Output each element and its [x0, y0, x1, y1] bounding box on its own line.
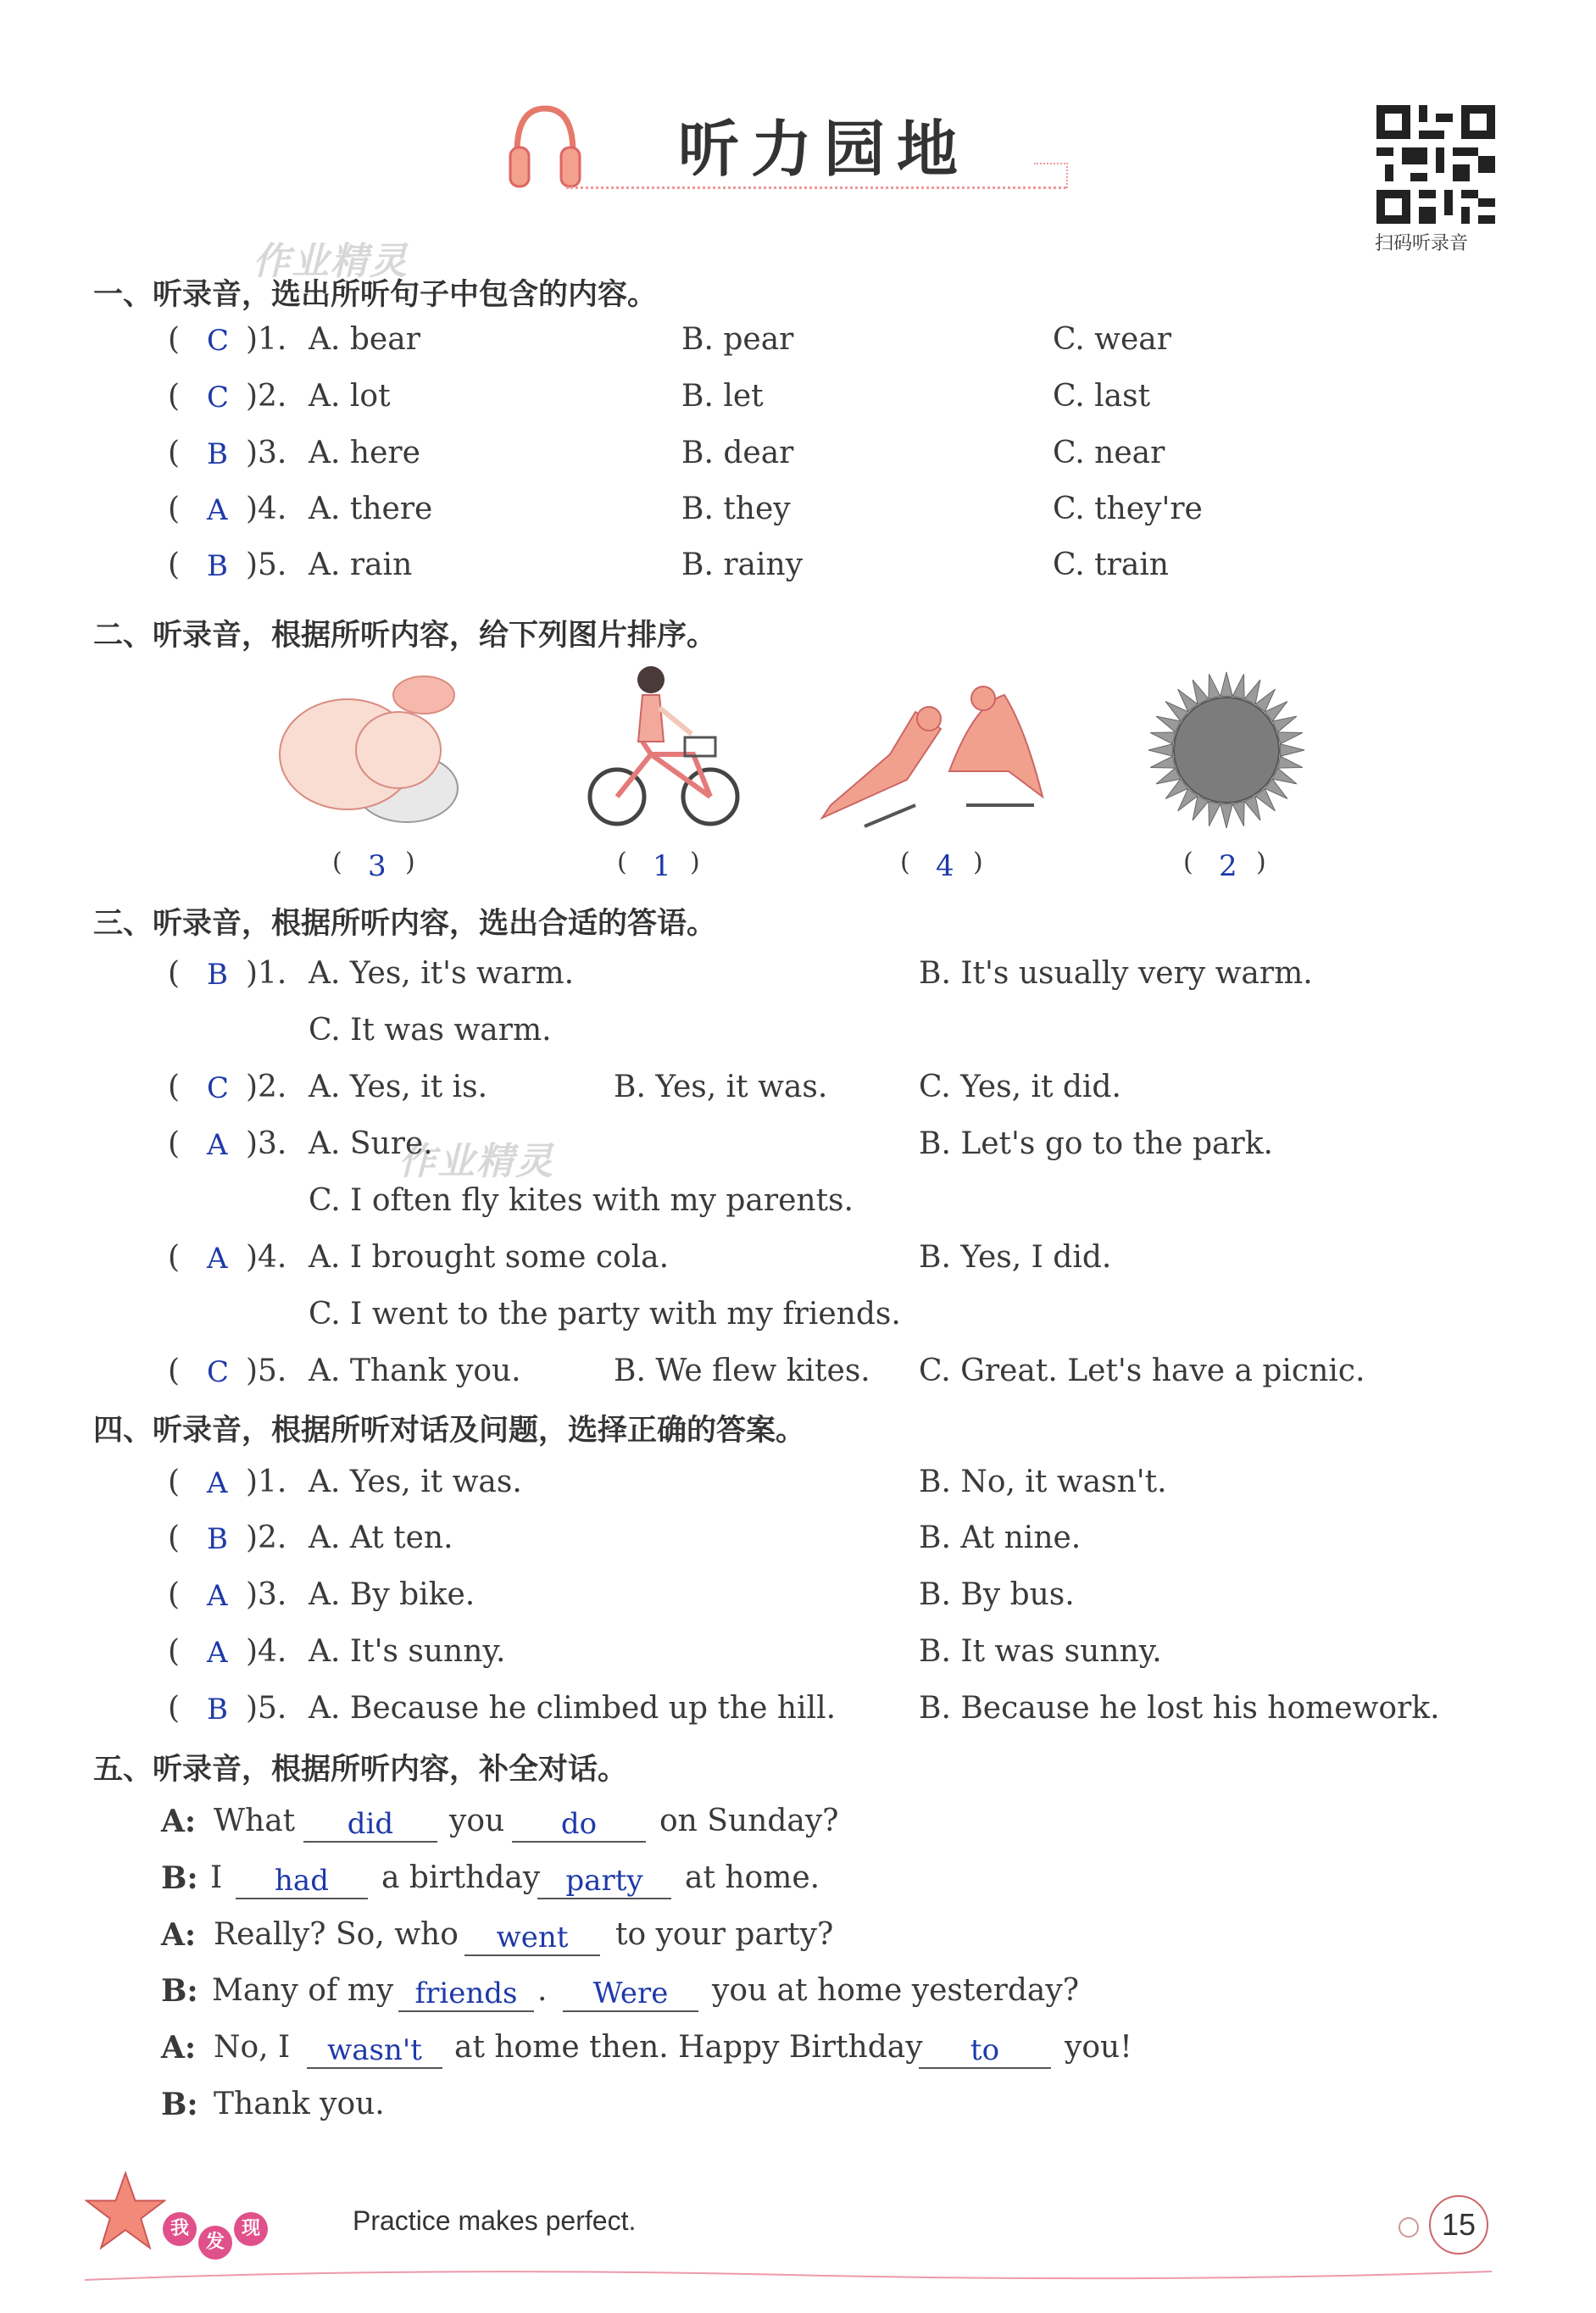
- section-title: 三、听录音，根据所听内容，选出合适的答语。: [93, 907, 717, 941]
- option-b: B. Because he lost his homework.: [919, 1691, 1440, 1726]
- dialogue-text: Many of my: [212, 1973, 394, 2008]
- answer-paren-close: ): [246, 1354, 259, 1388]
- watermark: 作业精灵: [398, 1140, 554, 1183]
- answer-value: C: [207, 381, 230, 414]
- dialogue-text: No, I: [214, 2030, 291, 2065]
- option-c: C. they're: [1053, 492, 1203, 526]
- answer-paren-close: ): [246, 1070, 259, 1104]
- fill-in-blank[interactable]: had: [236, 1864, 368, 1899]
- answer-paren-close: ): [246, 1521, 259, 1555]
- fill-in-blank[interactable]: friends: [398, 1977, 534, 2012]
- sun-ray: [1193, 796, 1209, 820]
- answer-value: C: [207, 324, 230, 358]
- sun-ray: [1244, 796, 1260, 820]
- order-paren-open: (: [1183, 848, 1193, 877]
- picture-order: 3: [368, 849, 386, 883]
- option-c: C. It was warm.: [309, 1013, 552, 1048]
- question-number: 1.: [258, 1465, 287, 1499]
- option-a: A. I brought some cola.: [309, 1240, 670, 1275]
- question-number: 4.: [258, 492, 287, 526]
- page-number: 15: [1429, 2195, 1488, 2255]
- answer-value: B: [207, 549, 228, 583]
- girl-riding-bike-icon: [583, 661, 744, 831]
- dialogue-text: on Sunday?: [659, 1804, 839, 1838]
- sun-ray: [1150, 756, 1175, 768]
- sun-ray: [1156, 768, 1181, 784]
- answer-value: A: [207, 1579, 228, 1613]
- order-paren-open: (: [900, 848, 910, 877]
- dialogue-text: .: [537, 1973, 548, 2008]
- option-c: C. I often fly kites with my parents.: [309, 1183, 854, 1218]
- option-b: B. Let's go to the park.: [919, 1126, 1273, 1161]
- footer-dot: [1399, 2217, 1419, 2238]
- answer-paren-close: ): [246, 1634, 259, 1669]
- option-a: A. Yes, it was.: [309, 1465, 522, 1499]
- option-a: A. It's sunny.: [309, 1634, 506, 1669]
- dialogue-text: at home then. Happy Birthday: [454, 2030, 923, 2065]
- badge-char: 现: [234, 2212, 268, 2246]
- answer-paren-open: (: [168, 436, 181, 470]
- fill-in-blank[interactable]: went: [464, 1921, 600, 1956]
- answer-paren-close: ): [246, 322, 259, 357]
- option-c: C. near: [1053, 436, 1165, 470]
- option-b: B. It was sunny.: [919, 1634, 1162, 1669]
- dialogue-text: a birthday: [381, 1860, 541, 1895]
- option-b: B. We flew kites.: [614, 1354, 870, 1388]
- option-a: A. Yes, it is.: [309, 1070, 488, 1104]
- option-b: B. No, it wasn't.: [919, 1465, 1167, 1499]
- dialogue-speaker: B:: [161, 1973, 198, 2009]
- option-b: B. pear: [681, 322, 794, 357]
- option-b: B. It's usually very warm.: [919, 956, 1313, 991]
- title-underline-tail: [1034, 163, 1068, 188]
- question-number: 4.: [258, 1240, 287, 1275]
- option-a: A. Because he climbed up the hill.: [309, 1691, 837, 1726]
- question-number: 2.: [258, 1070, 287, 1104]
- answer-value: A: [207, 1128, 228, 1162]
- dialogue-speaker: B:: [161, 1860, 198, 1896]
- option-a: A. lot: [309, 379, 391, 414]
- answer-paren-open: (: [168, 1240, 181, 1275]
- answer-value: A: [207, 493, 228, 527]
- qr-code-icon[interactable]: [1376, 105, 1495, 224]
- option-a: A. By bike.: [309, 1577, 475, 1612]
- option-c: C. I went to the party with my friends.: [309, 1297, 901, 1332]
- page-title: 听力园地: [678, 114, 970, 185]
- option-b: B. let: [681, 379, 764, 414]
- answer-paren-close: ): [246, 1240, 259, 1275]
- dialogue-speaker: B:: [161, 2087, 198, 2122]
- sun-ray: [1277, 756, 1302, 768]
- sun-ray: [1272, 768, 1297, 784]
- option-c: C. Great. Let's have a picnic.: [919, 1354, 1365, 1388]
- dialogue-text: I: [210, 1860, 223, 1895]
- answer-value: B: [207, 958, 228, 992]
- footer-motto: Practice makes perfect.: [353, 2205, 637, 2236]
- answer-paren-close: ): [246, 548, 259, 582]
- sun-ray: [1156, 716, 1181, 732]
- badge-char: 发: [198, 2226, 232, 2260]
- answer-paren-open: (: [168, 1126, 181, 1161]
- option-a: A. Yes, it's warm.: [309, 956, 575, 991]
- answer-value: A: [207, 1466, 228, 1500]
- option-b: B. Yes, it was.: [614, 1070, 828, 1104]
- sun-ray: [1272, 716, 1297, 732]
- option-a: A. here: [309, 436, 420, 470]
- question-number: 2.: [258, 379, 287, 414]
- sun-ray: [1193, 680, 1209, 704]
- question-number: 3.: [258, 436, 287, 470]
- answer-value: A: [207, 1242, 228, 1276]
- order-paren-close: ): [405, 848, 415, 877]
- answer-paren-open: (: [168, 1070, 181, 1104]
- answer-paren-open: (: [168, 1465, 181, 1499]
- section-title: 二、听录音，根据所听内容，给下列图片排序。: [93, 619, 717, 653]
- order-paren-open: (: [617, 848, 627, 877]
- dialogue-text: you!: [1065, 2030, 1132, 2065]
- dialogue-speaker: A:: [161, 2030, 197, 2066]
- sun-ray: [1281, 744, 1304, 756]
- dialogue-speaker: A:: [161, 1917, 197, 1953]
- answer-paren-open: (: [168, 1634, 181, 1669]
- option-b: B. dear: [681, 436, 794, 470]
- section-title: 一、听录音，选出所听句子中包含的内容。: [93, 278, 658, 312]
- dialogue-text: Really? So, who: [214, 1917, 459, 1952]
- option-a: A. Sure.: [309, 1126, 433, 1161]
- fill-in-blank[interactable]: did: [303, 1807, 437, 1843]
- order-paren-close: ): [690, 848, 700, 877]
- question-number: 5.: [258, 548, 287, 582]
- fill-in-blank[interactable]: do: [512, 1807, 646, 1843]
- order-paren-close: ): [973, 848, 983, 877]
- dialogue-text: to your party?: [615, 1917, 834, 1952]
- answer-paren-open: (: [168, 379, 181, 414]
- birds-icon: [814, 678, 1059, 831]
- dialogue-text: What: [214, 1804, 296, 1838]
- option-c: C. train: [1053, 548, 1169, 582]
- dialogue-text: at home.: [685, 1860, 820, 1895]
- option-b: B. they: [681, 492, 791, 526]
- dialogue-text: you: [449, 1804, 505, 1838]
- badge-char: 我: [163, 2212, 197, 2246]
- sun-ray: [1232, 801, 1244, 826]
- title-underline: [566, 186, 1066, 189]
- question-number: 5.: [258, 1691, 287, 1726]
- question-number: 4.: [258, 1634, 287, 1669]
- dialogue-text: Thank you.: [214, 2087, 385, 2121]
- option-a: A. At ten.: [309, 1521, 453, 1555]
- answer-value: B: [207, 1693, 228, 1726]
- answer-paren-open: (: [168, 1521, 181, 1555]
- answer-paren-close: ): [246, 956, 259, 991]
- option-b: B. rainy: [681, 548, 804, 582]
- sun-ray: [1221, 672, 1232, 696]
- option-c: C. last: [1053, 379, 1151, 414]
- answer-paren-close: ): [246, 1465, 259, 1499]
- sun-ray: [1244, 680, 1260, 704]
- order-paren-close: ): [1256, 848, 1266, 877]
- fill-in-blank[interactable]: to: [919, 2033, 1051, 2069]
- answer-value: B: [207, 1522, 228, 1556]
- answer-paren-close: ): [246, 1126, 259, 1161]
- option-b: B. At nine.: [919, 1521, 1082, 1555]
- answer-value: A: [207, 1636, 228, 1670]
- option-a: A. there: [309, 492, 433, 526]
- question-number: 3.: [258, 1126, 287, 1161]
- answer-paren-open: (: [168, 1691, 181, 1726]
- sun-ray: [1209, 801, 1221, 826]
- question-number: 5.: [258, 1354, 287, 1388]
- sun-ray: [1232, 674, 1244, 698]
- option-b: B. By bus.: [919, 1577, 1075, 1612]
- section-title: 四、听录音，根据所听对话及问题，选择正确的答案。: [93, 1414, 806, 1448]
- answer-paren-open: (: [168, 492, 181, 526]
- answer-paren-open: (: [168, 1577, 181, 1612]
- answer-paren-close: ): [246, 379, 259, 414]
- sun-ray: [1148, 744, 1172, 756]
- sun-ray: [1209, 674, 1221, 698]
- answer-paren-open: (: [168, 956, 181, 991]
- picture-order: 1: [653, 849, 671, 883]
- answer-value: B: [207, 437, 228, 471]
- option-b: B. Yes, I did.: [919, 1240, 1112, 1275]
- qr-label: 扫码听录音: [1375, 233, 1469, 254]
- fill-in-blank[interactable]: party: [537, 1864, 671, 1899]
- question-number: 2.: [258, 1521, 287, 1555]
- question-number: 1.: [258, 956, 287, 991]
- answer-paren-close: ): [246, 1691, 259, 1726]
- picture-order: 4: [936, 849, 954, 883]
- fill-in-blank[interactable]: wasn't: [307, 2033, 442, 2069]
- footer-line: [85, 2263, 1492, 2288]
- answer-paren-close: ): [246, 436, 259, 470]
- option-a: A. bear: [309, 322, 420, 357]
- option-c: C. Yes, it did.: [919, 1070, 1121, 1104]
- sun-ray: [1221, 804, 1232, 828]
- dialogue-text: you at home yesterday?: [712, 1973, 1080, 2008]
- answer-value: C: [207, 1355, 230, 1389]
- option-c: C. wear: [1053, 322, 1171, 357]
- headphones-icon: [509, 102, 581, 195]
- clouds-icon: [271, 670, 483, 831]
- sun-icon: [1146, 670, 1307, 831]
- sun-ray: [1150, 732, 1175, 744]
- sun-ray: [1277, 732, 1302, 744]
- option-a: A. Thank you.: [309, 1354, 521, 1388]
- answer-value: C: [207, 1071, 230, 1105]
- dialogue-speaker: A:: [161, 1804, 197, 1839]
- answer-paren-open: (: [168, 1354, 181, 1388]
- section-title: 五、听录音，根据所听内容，补全对话。: [93, 1753, 628, 1787]
- question-number: 1.: [258, 322, 287, 357]
- answer-paren-close: ): [246, 492, 259, 526]
- answer-paren-close: ): [246, 1577, 259, 1612]
- option-a: A. rain: [309, 548, 413, 582]
- starfish-icon: [85, 2170, 166, 2251]
- question-number: 3.: [258, 1577, 287, 1612]
- answer-paren-open: (: [168, 322, 181, 357]
- fill-in-blank[interactable]: Were: [563, 1977, 698, 2012]
- order-paren-open: (: [332, 848, 342, 877]
- picture-order: 2: [1219, 849, 1237, 883]
- answer-paren-open: (: [168, 548, 181, 582]
- watermark: 作业精灵: [253, 240, 409, 283]
